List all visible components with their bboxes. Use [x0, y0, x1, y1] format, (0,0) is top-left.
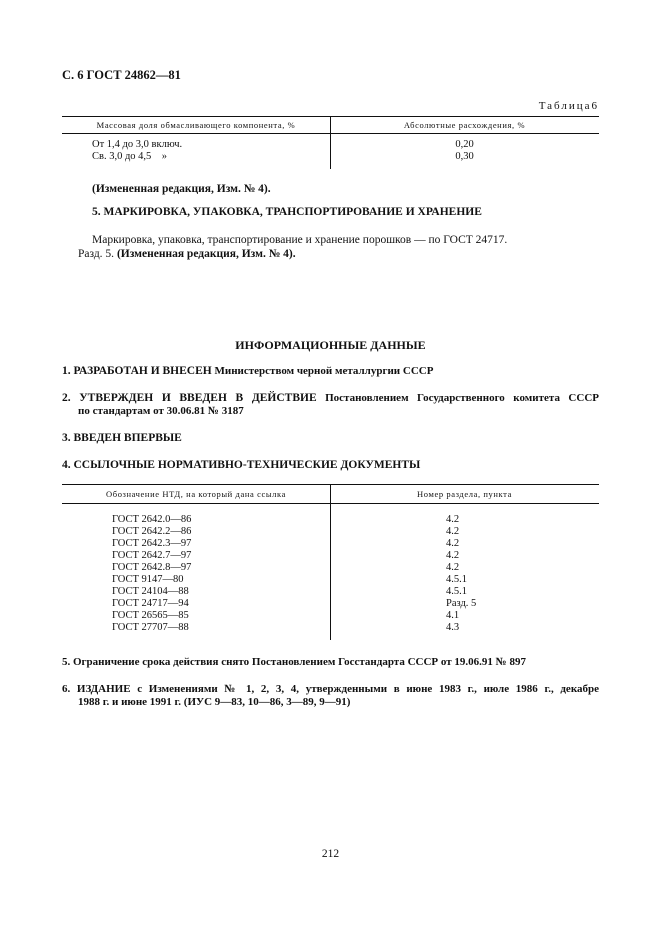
page-header: С. 6 ГОСТ 24862—81 [62, 68, 181, 82]
table-row-1-range: От 1,4 до 3,0 включ. [92, 139, 183, 150]
list-item: ГОСТ 2642.7—97 [112, 550, 192, 561]
info-item-2-line2: по стандартам от 30.06.81 № 3187 [78, 405, 244, 417]
info-item-2-line1 [62, 392, 599, 404]
list-item: 4.1 [446, 610, 460, 621]
info-item-2-lead: 2. УТВЕРЖДЕН И ВВЕДЕН В ДЕЙСТВИЕ [62, 392, 317, 404]
table-header-col1: Массовая доля обмасливающего компонента, % [96, 120, 296, 130]
section-5-paragraph-line1: Маркировка, упаковка, транспортирование и хранение порошков — по ГОСТ 24717. [92, 234, 508, 246]
list-item: ГОСТ 2642.3—97 [112, 538, 192, 549]
section-5-title: 5. МАРКИРОВКА, УПАКОВКА, ТРАНСПОРТИРОВАНИЕ И ХРАНЕНИЕ [92, 206, 482, 218]
ref-table-column-divider [330, 484, 331, 640]
list-item: ГОСТ 27707—88 [112, 622, 189, 633]
list-item: Разд. 5 [446, 598, 477, 609]
list-item: 4.5.1 [446, 574, 467, 585]
list-item: 4.2 [446, 538, 460, 549]
section-5-ref: Разд. 5. [78, 248, 117, 260]
info-item-1-rest: Министерством черной металлургии СССР [211, 365, 434, 377]
list-item: ГОСТ 2642.8—97 [112, 562, 192, 573]
list-item: 4.5.1 [446, 586, 467, 597]
revision-note: (Измененная редакция, Изм. № 4). [92, 183, 271, 195]
list-item: ГОСТ 2642.2—86 [112, 526, 192, 537]
ref-table-header-col1: Обозначение НТД, на который дана ссылка [106, 489, 286, 499]
list-item: 4.2 [446, 514, 460, 525]
info-item-6-line1: 6. ИЗДАНИЕ с Изменениями № 1, 2, 3, 4, утвержденными в июне 1983 г., июле 1986 г., декабре [62, 683, 599, 695]
table-caption: Таблица6 [538, 100, 599, 112]
info-item-1 [62, 365, 433, 377]
info-item-2-rest: Постановлением Государственного комитета СССР [316, 392, 599, 404]
info-item-6-line2: 1988 г. и июне 1991 г. (ИУС 9—83, 10—86, 3—89, 9—91) [78, 696, 351, 708]
list-item: 4.2 [446, 550, 460, 561]
table-header-rule [62, 133, 599, 134]
list-item: ГОСТ 9147—80 [112, 574, 184, 585]
info-item-5: 5. Ограничение срока действия снято Постановлением Госстандарта СССР от 19.06.91 № 897 [62, 656, 526, 668]
table-row-1-value: 0,20 [455, 139, 474, 150]
ref-table-doc-list [112, 514, 191, 634]
table-header-col2: Абсолютные расхождения, % [403, 120, 526, 130]
list-item: ГОСТ 24104—88 [112, 586, 189, 597]
info-item-1-lead: 1. РАЗРАБОТАН И ВНЕСЕН [62, 365, 212, 377]
section-5-revision-note: (Измененная редакция, Изм. № 4). [116, 248, 296, 260]
table-row-2-value: 0,30 [455, 151, 474, 162]
list-item: 4.2 [446, 562, 460, 573]
list-item: 4.3 [446, 622, 460, 633]
ref-table-section-list [446, 514, 476, 634]
list-item: 4.2 [446, 526, 460, 537]
info-item-3: 3. ВВЕДЕН ВПЕРВЫЕ [62, 432, 182, 444]
ref-table-header-rule [62, 503, 599, 504]
page-number: 212 [321, 848, 340, 860]
info-item-4: 4. ССЫЛОЧНЫЕ НОРМАТИВНО-ТЕХНИЧЕСКИЕ ДОКУМЕНТЫ [62, 459, 421, 471]
table-row-2-range: Св. 3,0 до 4,5 » [92, 151, 168, 162]
section-5-paragraph-line2 [78, 248, 296, 262]
list-item: ГОСТ 24717—94 [112, 598, 189, 609]
info-title: ИНФОРМАЦИОННЫЕ ДАННЫЕ [235, 338, 426, 352]
list-item: ГОСТ 26565—85 [112, 610, 189, 621]
list-item: ГОСТ 2642.0—86 [112, 514, 192, 525]
ref-table-header-col2: Номер раздела, пункта [417, 489, 512, 499]
